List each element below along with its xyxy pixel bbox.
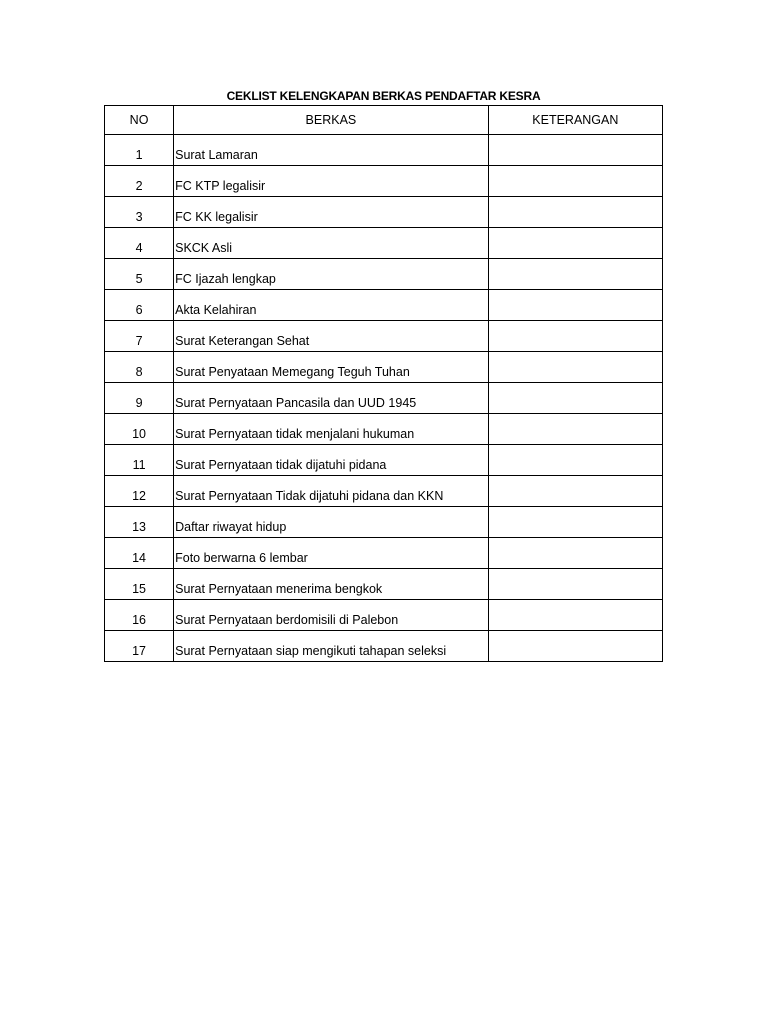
table-header bbox=[105, 106, 663, 135]
row-number: 14 bbox=[105, 538, 174, 569]
table-row bbox=[105, 290, 663, 321]
row-number: 2 bbox=[105, 166, 174, 197]
table-row bbox=[105, 197, 663, 228]
row-berkas: Akta Kelahiran bbox=[174, 290, 489, 321]
row-number: 1 bbox=[105, 135, 174, 166]
row-number: 16 bbox=[105, 600, 174, 631]
row-keterangan bbox=[488, 445, 662, 476]
row-keterangan bbox=[488, 538, 662, 569]
row-keterangan bbox=[488, 135, 662, 166]
table-row bbox=[105, 352, 663, 383]
row-number: 17 bbox=[105, 631, 174, 662]
table-row bbox=[105, 166, 663, 197]
row-berkas: Surat Lamaran bbox=[174, 135, 489, 166]
row-number: 10 bbox=[105, 414, 174, 445]
document-title: CEKLIST KELENGKAPAN BERKAS PENDAFTAR KESRA bbox=[226, 89, 541, 103]
table-body bbox=[105, 135, 663, 662]
row-keterangan bbox=[488, 414, 662, 445]
row-keterangan bbox=[488, 507, 662, 538]
table-row bbox=[105, 476, 663, 507]
row-keterangan bbox=[488, 321, 662, 352]
table-row bbox=[105, 383, 663, 414]
table-row bbox=[105, 507, 663, 538]
row-berkas: FC KK legalisir bbox=[174, 197, 489, 228]
row-berkas: Surat Pernyataan Pancasila dan UUD 1945 bbox=[174, 383, 489, 414]
table-row bbox=[105, 228, 663, 259]
header-no: NO bbox=[105, 106, 174, 135]
table-row bbox=[105, 538, 663, 569]
table-row bbox=[105, 569, 663, 600]
row-berkas: Surat Penyataan Memegang Teguh Tuhan bbox=[174, 352, 489, 383]
table-row bbox=[105, 414, 663, 445]
row-number: 6 bbox=[105, 290, 174, 321]
row-number: 3 bbox=[105, 197, 174, 228]
row-number: 9 bbox=[105, 383, 174, 414]
row-number: 12 bbox=[105, 476, 174, 507]
row-berkas: Surat Pernyataan Tidak dijatuhi pidana dan KKN bbox=[174, 476, 489, 507]
row-number: 13 bbox=[105, 507, 174, 538]
row-berkas: Surat Pernyataan tidak dijatuhi pidana bbox=[174, 445, 489, 476]
row-keterangan bbox=[488, 383, 662, 414]
row-keterangan bbox=[488, 631, 662, 662]
table-row bbox=[105, 259, 663, 290]
row-berkas: FC KTP legalisir bbox=[174, 166, 489, 197]
row-keterangan bbox=[488, 476, 662, 507]
row-berkas: SKCK Asli bbox=[174, 228, 489, 259]
table-row bbox=[105, 631, 663, 662]
header-row bbox=[105, 106, 663, 135]
row-berkas: Surat Keterangan Sehat bbox=[174, 321, 489, 352]
header-keterangan: KETERANGAN bbox=[488, 106, 662, 135]
row-keterangan bbox=[488, 600, 662, 631]
row-number: 15 bbox=[105, 569, 174, 600]
row-berkas: Surat Pernyataan menerima bengkok bbox=[174, 569, 489, 600]
row-number: 11 bbox=[105, 445, 174, 476]
row-berkas: Surat Pernyataan berdomisili di Palebon bbox=[174, 600, 489, 631]
row-keterangan bbox=[488, 569, 662, 600]
row-berkas: Surat Pernyataan siap mengikuti tahapan seleksi bbox=[174, 631, 489, 662]
row-keterangan bbox=[488, 259, 662, 290]
row-keterangan bbox=[488, 352, 662, 383]
row-number: 7 bbox=[105, 321, 174, 352]
row-keterangan bbox=[488, 290, 662, 321]
row-number: 4 bbox=[105, 228, 174, 259]
row-berkas: Foto berwarna 6 lembar bbox=[174, 538, 489, 569]
row-number: 8 bbox=[105, 352, 174, 383]
table-row bbox=[105, 600, 663, 631]
table-row bbox=[105, 321, 663, 352]
row-berkas: FC Ijazah lengkap bbox=[174, 259, 489, 290]
checklist-table bbox=[104, 105, 663, 662]
row-keterangan bbox=[488, 228, 662, 259]
row-keterangan bbox=[488, 197, 662, 228]
table-row bbox=[105, 135, 663, 166]
row-berkas: Daftar riwayat hidup bbox=[174, 507, 489, 538]
header-berkas: BERKAS bbox=[174, 106, 489, 135]
table-row bbox=[105, 445, 663, 476]
row-number: 5 bbox=[105, 259, 174, 290]
row-keterangan bbox=[488, 166, 662, 197]
row-berkas: Surat Pernyataan tidak menjalani hukuman bbox=[174, 414, 489, 445]
